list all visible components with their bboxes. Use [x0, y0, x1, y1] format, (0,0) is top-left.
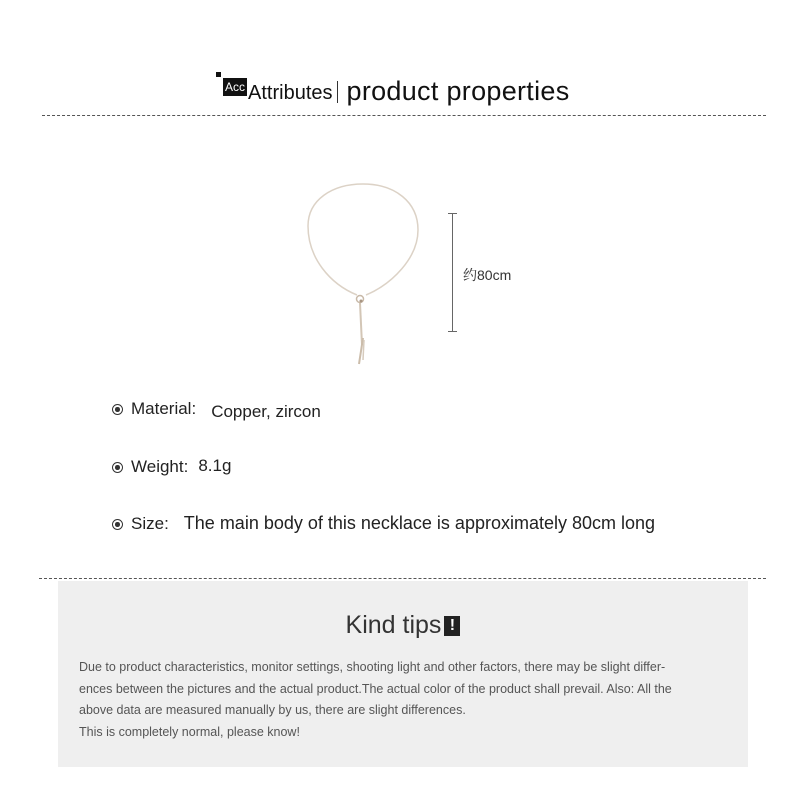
attribute-label: Size:: [131, 514, 169, 533]
attribute-row-size: [112, 513, 655, 534]
tips-body: [79, 657, 734, 743]
bottom-divider: [39, 578, 766, 579]
top-divider: [42, 115, 766, 116]
bullet-icon: [112, 519, 123, 530]
exclamation-icon: !: [444, 616, 460, 636]
tips-line: This is completely normal, please know!: [79, 724, 300, 739]
attribute-row-weight: [112, 457, 231, 477]
tips-line: ences between the pictures and the actual product.The actual color of the product shall prevail. Also: All the: [79, 681, 672, 696]
logo-dot: [216, 72, 221, 77]
logo-badge: Acc: [225, 80, 246, 94]
attribute-row-material: [112, 399, 321, 419]
tips-title-text: Kind tips: [345, 611, 442, 639]
tips-line: above data are measured manually by us, there are slight differences.: [79, 703, 466, 717]
page-title: product properties: [346, 76, 570, 106]
measure-label: 约80cm: [463, 267, 512, 283]
attribute-value: 8.1g: [198, 456, 232, 475]
measure-cap-bottom: [448, 331, 457, 332]
bullet-icon: [112, 462, 123, 473]
necklace-image: [300, 178, 430, 373]
attributes-label: Attributes: [248, 82, 333, 104]
attribute-label: Weight:: [131, 457, 189, 476]
tips-title: [58, 611, 748, 640]
kind-tips-panel: [58, 581, 748, 767]
bullet-icon: [112, 404, 123, 415]
attribute-value: Copper, zircon: [211, 402, 321, 421]
tips-line: Due to product characteristics, monitor settings, shooting light and other factors, there may be slight differ-: [79, 660, 666, 674]
attribute-value: The main body of this necklace is approximately 80cm long: [183, 513, 656, 533]
section-header: [216, 70, 570, 106]
measure-line: [452, 213, 453, 331]
attribute-label: Material:: [131, 399, 197, 418]
header-separator: [337, 81, 338, 103]
